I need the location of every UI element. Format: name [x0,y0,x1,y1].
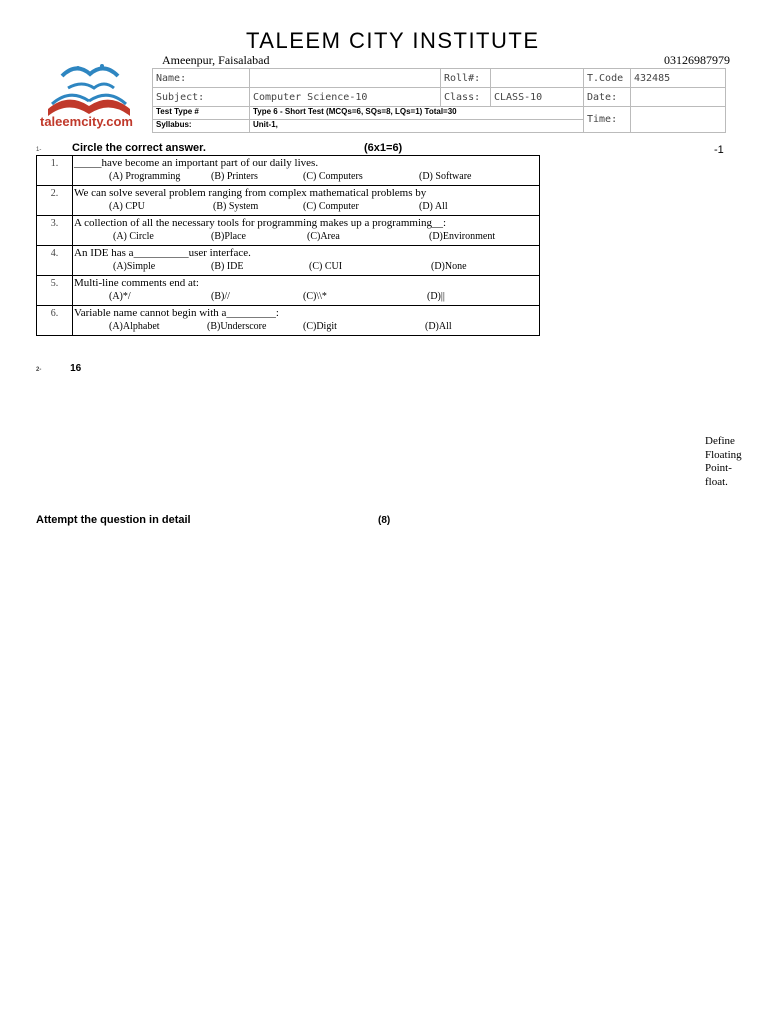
mcq-row [37,156,540,186]
question-options [73,259,539,275]
question-options [73,229,539,245]
answer-option[interactable]: (B)// [211,291,230,302]
question-number: 1. [37,156,73,186]
subject-label: Subject: [153,88,250,107]
answer-option[interactable]: (A)Alphabet [109,321,160,332]
section1-header [36,142,403,154]
question-number: 2. [37,186,73,216]
question-options [73,289,539,305]
answer-option[interactable]: (D)Environment [429,231,496,242]
answer-option[interactable]: (C)\\* [303,291,327,302]
mcq-table [36,155,540,336]
question-body [73,306,540,336]
mcq-row [37,246,540,276]
answer-option[interactable]: (B) System [213,201,259,212]
section1-marks: (6x1=6) [364,142,403,154]
section3-marks: (8) [378,515,391,526]
syllabus-label: Syllabus: [153,120,250,133]
roll-label: Roll#: [441,69,491,88]
question-text: A collection of all the necessary tools for programming makes up a programming__: [74,217,447,229]
syllabus-value: Unit-1, [250,120,584,133]
answer-option[interactable]: (A) Programming [109,171,181,182]
question-number: 3. [37,216,73,246]
answer-option[interactable]: (A)Simple [113,261,156,272]
question-options [73,199,539,215]
question-options [73,319,539,335]
answer-option[interactable]: (C)Digit [303,321,337,332]
section3-label: Attempt the question in detail [36,514,191,526]
answer-option[interactable]: (D) Software [419,171,472,182]
logo-website-text: taleemcity.com [40,114,133,129]
answer-option[interactable]: (D)All [425,321,452,332]
answer-option[interactable]: (B) IDE [211,261,244,272]
section1-number: -1 [714,144,724,156]
testtype-value: Type 6 - Short Test (MCQs=6, SQs=8, LQs=1) Total=30 [250,107,584,120]
question-text: _____have become an important part of our daily lives. [74,157,319,169]
time-label: Time: [584,107,631,133]
answer-option[interactable]: (C) Computer [303,201,359,212]
testtype-label: Test Type # [153,107,250,120]
question-text: Multi-line comments end at: [74,277,199,289]
answer-option[interactable]: (B)Underscore [207,321,267,332]
answer-option[interactable]: (C) Computers [303,171,363,182]
tcode-label: T.Code [584,69,631,88]
section1-label: Circle the correct answer. [72,142,206,154]
answer-option[interactable]: (B) Printers [211,171,258,182]
tcode-value: 432485 [631,69,726,88]
question-options [73,169,539,185]
answer-option[interactable]: (D) All [419,201,448,212]
side-question: Define Floating Point-float. [705,435,742,488]
answer-option[interactable]: (A) Circle [113,231,154,242]
date-field [631,88,726,107]
mcq-row [37,306,540,336]
question-text: An IDE has a__________user interface. [74,247,251,259]
roll-field [491,69,584,88]
answer-option[interactable]: (C)Area [307,231,340,242]
subject-value: Computer Science-10 [250,88,441,107]
mcq-row [37,276,540,306]
question-number: 6. [37,306,73,336]
question-body [73,276,540,306]
institute-title: TALEEM CITY INSTITUTE [246,28,540,53]
time-field [631,107,726,133]
answer-option[interactable]: (A) CPU [109,201,145,212]
answer-option[interactable]: (B)Place [211,231,246,242]
class-value: CLASS-10 [491,88,584,107]
question-body [73,216,540,246]
question-body [73,186,540,216]
question-number: 5. [37,276,73,306]
institute-phone: 03126987979 [664,53,730,67]
name-field [250,69,441,88]
answer-option[interactable]: (D)|| [427,291,445,302]
date-label: Date: [584,88,631,107]
institute-address: Ameenpur, Faisalabad [162,53,270,67]
section2-bullet: 2- [36,367,42,373]
question-number: 4. [37,246,73,276]
section2-header [36,363,81,374]
mcq-row [37,186,540,216]
section2-marks: 16 [70,363,82,374]
question-text: We can solve several problem ranging from complex mathematical problems by [74,187,427,199]
name-label: Name: [153,69,250,88]
answer-option[interactable]: (D)None [431,261,467,272]
answer-option[interactable]: (C) CUI [309,261,343,272]
answer-option[interactable]: (A)*/ [109,291,131,302]
question-body [73,156,540,186]
mcq-row [37,216,540,246]
question-text: Variable name cannot begin with a_________: [74,307,279,319]
class-label: Class: [441,88,491,107]
section1-bullet: 1- [36,147,42,153]
student-info-table [152,68,726,133]
question-body [73,246,540,276]
